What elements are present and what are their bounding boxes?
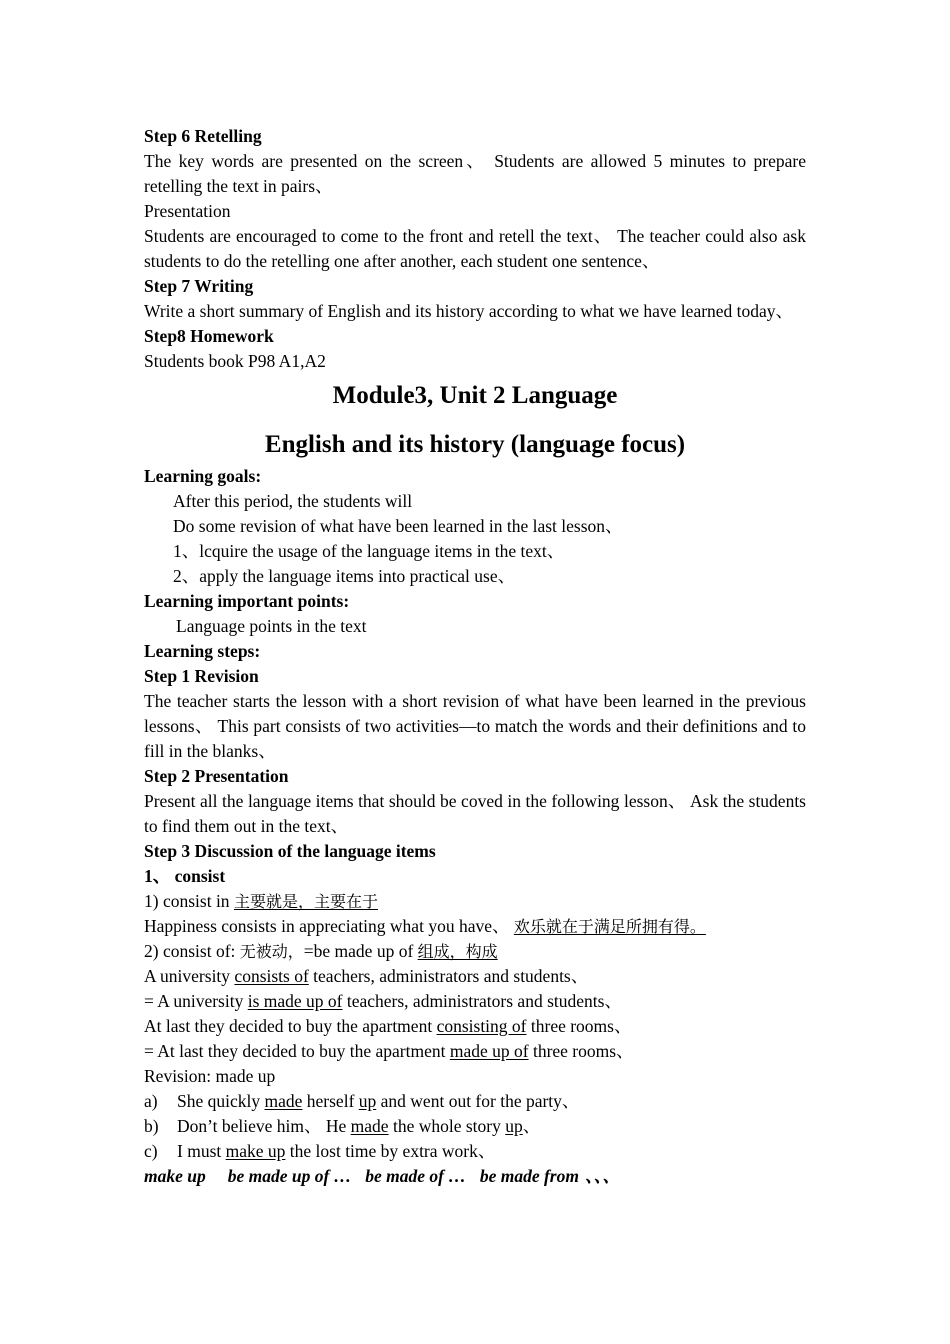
text: 、 bbox=[522, 1116, 541, 1136]
underlined-word: made bbox=[350, 1116, 389, 1136]
list-marker: a) bbox=[144, 1091, 158, 1111]
example-sentence bbox=[144, 964, 806, 989]
phrase: make up bbox=[144, 1166, 206, 1186]
example-text: = A university bbox=[144, 991, 248, 1011]
text: Don’t believe him、 He bbox=[177, 1116, 351, 1136]
happiness-example bbox=[144, 914, 806, 939]
step2-paragraph: Present all the language items that should be coved in the following lesson、 Ask the students to find them out in the text、 bbox=[144, 791, 806, 836]
example-text: teachers, administrators and students、 bbox=[308, 966, 589, 986]
consist-of-line bbox=[144, 939, 806, 964]
phrase: be made of … bbox=[365, 1166, 466, 1186]
list-item bbox=[144, 1114, 806, 1139]
text: the lost time by extra work、 bbox=[285, 1141, 496, 1161]
goal-item: 2、apply the language items into practical use、 bbox=[173, 566, 516, 586]
step6-heading: Step 6 Retelling bbox=[144, 126, 262, 146]
phrase: be made from bbox=[479, 1166, 579, 1186]
example-sentence bbox=[144, 1039, 806, 1064]
step6-paragraph: The key words are presented on the screen、 Students are allowed 5 minutes to prepare retelling the text in pairs、 bbox=[144, 151, 806, 196]
step3-heading: Step 3 Discussion of the language items bbox=[144, 841, 436, 861]
list-item-text bbox=[177, 1139, 495, 1164]
important-points-text: Language points in the text bbox=[176, 616, 367, 636]
consist-in-label: 1) consist in bbox=[144, 891, 234, 911]
example-text: A university bbox=[144, 966, 235, 986]
step2-heading: Step 2 Presentation bbox=[144, 766, 289, 786]
list-item-text bbox=[177, 1089, 579, 1114]
underlined-word: up bbox=[358, 1091, 377, 1111]
module-title: Module3, Unit 2 Language bbox=[332, 382, 618, 409]
example-phrase: made up of bbox=[449, 1041, 529, 1061]
example-phrase: consisting of bbox=[436, 1016, 527, 1036]
example-sentence bbox=[144, 989, 806, 1014]
list-marker: b) bbox=[144, 1116, 159, 1136]
step6-presentation-paragraph: Students are encouraged to come to the front and retell the text、 The teacher could also ask students to do the retelling one after another, each student one sentence、 bbox=[144, 226, 806, 271]
list-item bbox=[144, 1139, 806, 1164]
underlined-word: make up bbox=[225, 1141, 286, 1161]
example-text: three rooms、 bbox=[528, 1041, 634, 1061]
example-phrase: is made up of bbox=[247, 991, 343, 1011]
revision-label: Revision: made up bbox=[144, 1066, 276, 1086]
goal-item: After this period, the students will bbox=[173, 491, 413, 511]
step8-paragraph: Students book P98 A1,A2 bbox=[144, 351, 326, 371]
example-text: three rooms、 bbox=[526, 1016, 632, 1036]
example-text: At last they decided to buy the apartment bbox=[144, 1016, 437, 1036]
consist-item-heading: 1、 consist bbox=[144, 866, 226, 886]
consist-of-note: 无被动， bbox=[239, 942, 304, 961]
goal-item: Do some revision of what have been learned in the last lesson、 bbox=[173, 516, 623, 536]
phrase-ellipsis: 、、、 bbox=[584, 1166, 620, 1186]
consist-of-label: 2) consist of: bbox=[144, 941, 240, 961]
underlined-word: made bbox=[264, 1091, 303, 1111]
list-item bbox=[144, 1089, 806, 1114]
lesson-title: English and its history (language focus) bbox=[264, 431, 686, 458]
presentation-label: Presentation bbox=[144, 201, 231, 221]
important-points-heading: Learning important points: bbox=[144, 591, 350, 611]
text: and went out for the party、 bbox=[376, 1091, 580, 1111]
learning-steps-heading: Learning steps: bbox=[144, 641, 261, 661]
phrase: be made up of … bbox=[227, 1166, 352, 1186]
consist-in-line bbox=[144, 889, 806, 914]
example-text: = At last they decided to buy the apartment bbox=[144, 1041, 450, 1061]
consist-in-meaning: 主要就是，主要在于 bbox=[233, 892, 378, 911]
consist-of-equivalent: =be made up of bbox=[303, 941, 418, 961]
text: herself bbox=[302, 1091, 359, 1111]
text: the whole story bbox=[388, 1116, 506, 1136]
happiness-example-translation: 欢乐就在于满足所拥有得。 bbox=[513, 917, 706, 936]
example-text: teachers, administrators and students、 bbox=[342, 991, 622, 1011]
document-page bbox=[144, 124, 806, 1189]
step7-paragraph: Write a short summary of English and its history according to what we have learned today、 bbox=[144, 301, 794, 321]
learning-goals-heading: Learning goals: bbox=[144, 466, 262, 486]
example-phrase: consists of bbox=[234, 966, 309, 986]
text: I must bbox=[177, 1141, 226, 1161]
happiness-example-text: Happiness consists in appreciating what you have、 bbox=[144, 916, 510, 936]
step8-heading: Step8 Homework bbox=[144, 326, 274, 346]
goal-item: 1、lcquire the usage of the language items in the text、 bbox=[173, 541, 565, 561]
step7-heading: Step 7 Writing bbox=[144, 276, 254, 296]
step1-heading: Step 1 Revision bbox=[144, 666, 259, 686]
consist-of-meaning: 组成，构成 bbox=[417, 942, 498, 961]
phrase-summary bbox=[144, 1164, 806, 1189]
underlined-word: up bbox=[505, 1116, 523, 1136]
text: She quickly bbox=[177, 1091, 265, 1111]
example-sentence bbox=[144, 1014, 806, 1039]
step1-paragraph: The teacher starts the lesson with a short revision of what have been learned in the previous lessons、 This part consists of two activities—to match the words and their definitions and to fill in the blanks、 bbox=[144, 691, 806, 761]
list-item-text bbox=[177, 1114, 540, 1139]
list-marker: c) bbox=[144, 1141, 158, 1161]
